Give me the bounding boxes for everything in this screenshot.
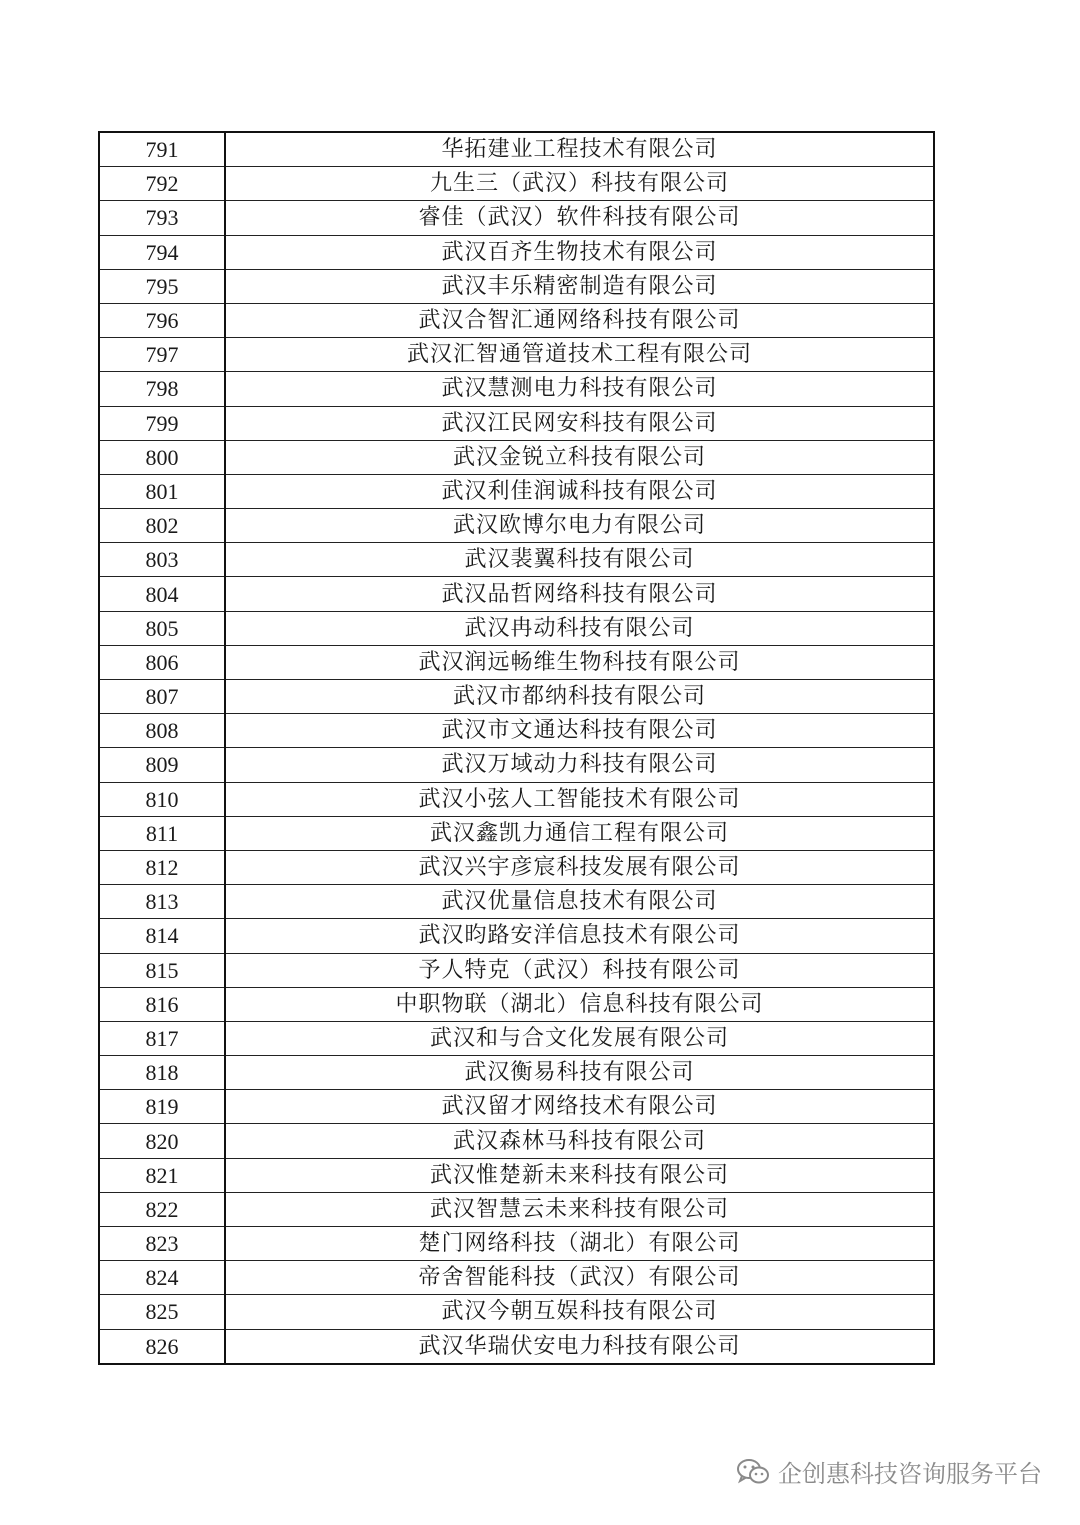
table-row [99, 543, 934, 577]
table-row [99, 1192, 934, 1226]
table-row [99, 235, 934, 269]
company-name: 武汉品哲网络科技有限公司 [225, 577, 934, 611]
company-name: 武汉衡易科技有限公司 [225, 1056, 934, 1090]
row-number: 809 [99, 748, 225, 782]
company-name: 武汉优量信息技术有限公司 [225, 885, 934, 919]
company-name: 武汉润远畅维生物科技有限公司 [225, 645, 934, 679]
table-row [99, 1056, 934, 1090]
company-name: 武汉昀路安洋信息技术有限公司 [225, 919, 934, 953]
row-number: 816 [99, 987, 225, 1021]
table-row [99, 269, 934, 303]
row-number: 815 [99, 953, 225, 987]
row-number: 805 [99, 611, 225, 645]
row-number: 803 [99, 543, 225, 577]
company-name: 武汉鑫凯力通信工程有限公司 [225, 816, 934, 850]
row-number: 798 [99, 372, 225, 406]
company-name: 武汉智慧云未来科技有限公司 [225, 1192, 934, 1226]
row-number: 799 [99, 406, 225, 440]
table-row [99, 201, 934, 235]
table-row [99, 748, 934, 782]
table-row [99, 577, 934, 611]
table-row [99, 1021, 934, 1055]
row-number: 813 [99, 885, 225, 919]
company-name: 中职物联（湖北）信息科技有限公司 [225, 987, 934, 1021]
company-name: 九生三（武汉）科技有限公司 [225, 167, 934, 201]
company-name: 帝舍智能科技（武汉）有限公司 [225, 1261, 934, 1295]
row-number: 821 [99, 1158, 225, 1192]
company-list-table-container [98, 131, 935, 1365]
row-number: 806 [99, 645, 225, 679]
row-number: 793 [99, 201, 225, 235]
row-number: 810 [99, 782, 225, 816]
row-number: 811 [99, 816, 225, 850]
company-name: 武汉华瑞伏安电力科技有限公司 [225, 1329, 934, 1364]
watermark [736, 1454, 1042, 1489]
table-row [99, 953, 934, 987]
row-number: 797 [99, 338, 225, 372]
company-list-table [98, 131, 935, 1365]
table-row [99, 1090, 934, 1124]
row-number: 819 [99, 1090, 225, 1124]
company-name: 睿佳（武汉）软件科技有限公司 [225, 201, 934, 235]
row-number: 795 [99, 269, 225, 303]
company-name: 予人特克（武汉）科技有限公司 [225, 953, 934, 987]
company-name: 武汉兴宇彦宸科技发展有限公司 [225, 850, 934, 884]
row-number: 807 [99, 680, 225, 714]
table-row [99, 167, 934, 201]
row-number: 822 [99, 1192, 225, 1226]
company-name: 武汉利佳润诚科技有限公司 [225, 474, 934, 508]
row-number: 823 [99, 1227, 225, 1261]
table-row [99, 987, 934, 1021]
table-row [99, 1261, 934, 1295]
row-number: 808 [99, 714, 225, 748]
table-row [99, 372, 934, 406]
company-name: 武汉万域动力科技有限公司 [225, 748, 934, 782]
table-row [99, 714, 934, 748]
table-row [99, 1124, 934, 1158]
row-number: 814 [99, 919, 225, 953]
row-number: 800 [99, 440, 225, 474]
company-name: 楚门网络科技（湖北）有限公司 [225, 1227, 934, 1261]
company-name: 武汉和与合文化发展有限公司 [225, 1021, 934, 1055]
row-number: 791 [99, 132, 225, 167]
row-number: 796 [99, 303, 225, 337]
watermark-text: 企创惠科技咨询服务平台 [778, 1460, 1042, 1488]
table-row [99, 509, 934, 543]
row-number: 820 [99, 1124, 225, 1158]
company-name: 武汉欧博尔电力有限公司 [225, 509, 934, 543]
row-number: 817 [99, 1021, 225, 1055]
table-row [99, 782, 934, 816]
company-name: 武汉金锐立科技有限公司 [225, 440, 934, 474]
table-row [99, 816, 934, 850]
row-number: 825 [99, 1295, 225, 1329]
company-name: 武汉留才网络技术有限公司 [225, 1090, 934, 1124]
company-name: 武汉今朝互娱科技有限公司 [225, 1295, 934, 1329]
company-name: 武汉市文通达科技有限公司 [225, 714, 934, 748]
table-row [99, 474, 934, 508]
row-number: 812 [99, 850, 225, 884]
company-name: 武汉慧测电力科技有限公司 [225, 372, 934, 406]
company-name: 华拓建业工程技术有限公司 [225, 132, 934, 167]
company-name: 武汉江民网安科技有限公司 [225, 406, 934, 440]
row-number: 824 [99, 1261, 225, 1295]
row-number: 801 [99, 474, 225, 508]
row-number: 794 [99, 235, 225, 269]
table-row [99, 680, 934, 714]
table-row [99, 303, 934, 337]
table-row [99, 1329, 934, 1364]
company-name: 武汉惟楚新未来科技有限公司 [225, 1158, 934, 1192]
table-row [99, 406, 934, 440]
company-name: 武汉裴翼科技有限公司 [225, 543, 934, 577]
table-row [99, 611, 934, 645]
company-name: 武汉丰乐精密制造有限公司 [225, 269, 934, 303]
company-name: 武汉汇智通管道技术工程有限公司 [225, 338, 934, 372]
table-row [99, 440, 934, 474]
company-name: 武汉冉动科技有限公司 [225, 611, 934, 645]
wechat-icon [736, 1458, 770, 1486]
row-number: 792 [99, 167, 225, 201]
company-name: 武汉小弦人工智能技术有限公司 [225, 782, 934, 816]
table-row [99, 338, 934, 372]
table-row [99, 1158, 934, 1192]
table-row [99, 132, 934, 167]
row-number: 818 [99, 1056, 225, 1090]
company-name: 武汉市都纳科技有限公司 [225, 680, 934, 714]
table-row [99, 919, 934, 953]
table-body [99, 132, 934, 1364]
table-row [99, 1227, 934, 1261]
table-row [99, 885, 934, 919]
company-name: 武汉百齐生物技术有限公司 [225, 235, 934, 269]
row-number: 826 [99, 1329, 225, 1364]
table-row [99, 850, 934, 884]
company-name: 武汉合智汇通网络科技有限公司 [225, 303, 934, 337]
table-row [99, 645, 934, 679]
table-row [99, 1295, 934, 1329]
row-number: 804 [99, 577, 225, 611]
company-name: 武汉森林马科技有限公司 [225, 1124, 934, 1158]
row-number: 802 [99, 509, 225, 543]
